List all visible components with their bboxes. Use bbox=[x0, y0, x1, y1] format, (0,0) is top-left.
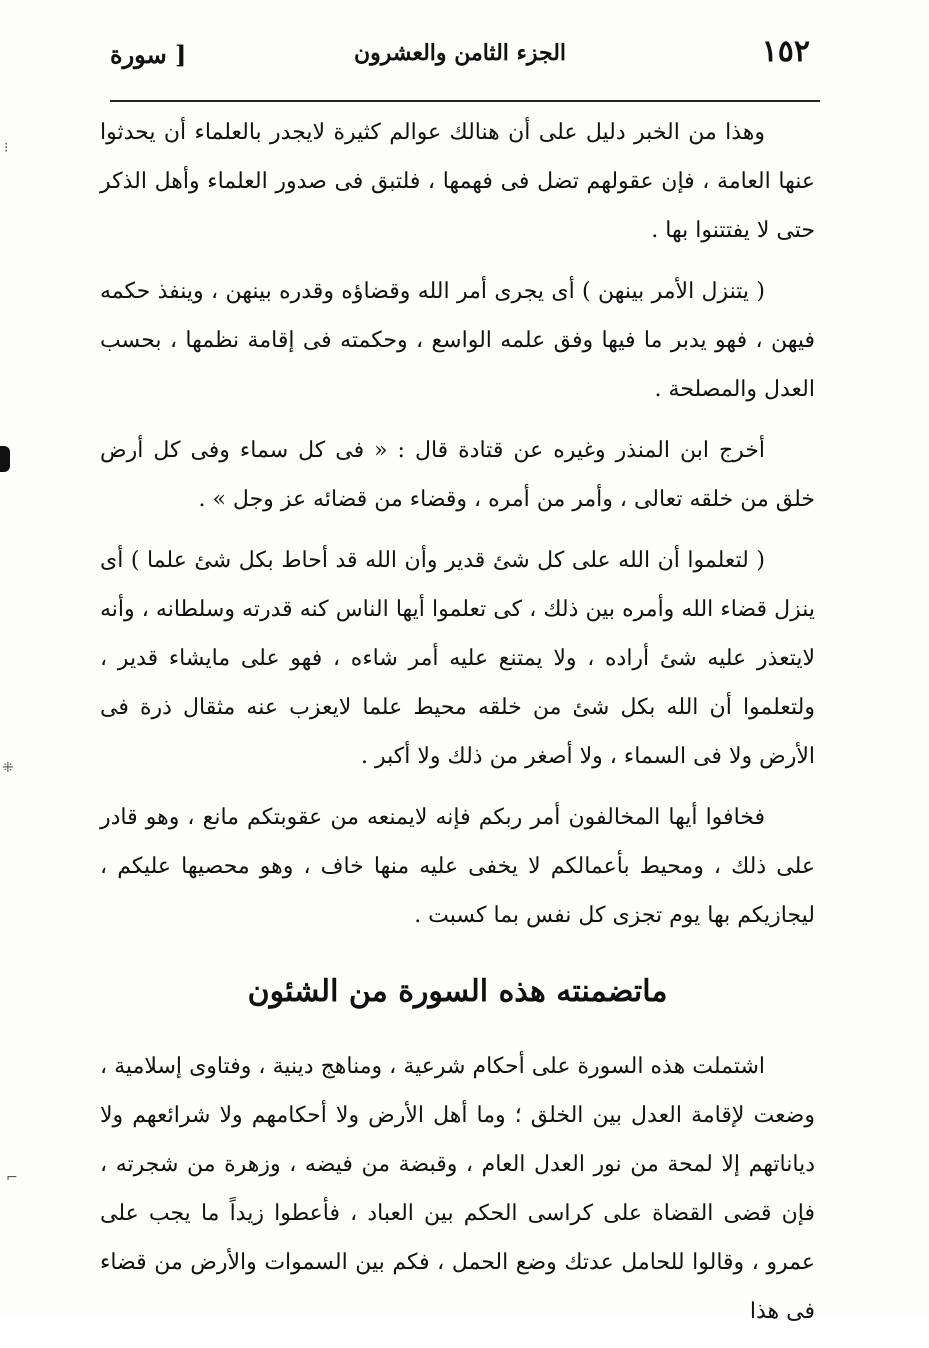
running-title: الجزء الثامن والعشرون bbox=[353, 40, 567, 66]
section-heading: ماتضمنته هذه السورة من الشئون bbox=[247, 974, 668, 1009]
paragraph: أخرج ابن المنذر وغيره عن قتادة قال : « فى كل سماء وفى كل أرض خلق من خلقه تعالى ، وأمر من أمره ، وقضاء من قضائه عز وجل » . bbox=[100, 438, 815, 512]
page-header bbox=[110, 30, 810, 90]
paragraph: وهذا من الخبر دليل على أن هنالك عوالم كثيرة لايجدر بالعلماء أن يحدثوا عنها العامة ، فإن عقولهم تضل فى فهمها ، فلتبق فى صدور العلماء وأهل الذكر حتى لا يفتتنوا بها . bbox=[100, 120, 815, 243]
page-body bbox=[100, 108, 815, 1348]
page-number: ١٥٢ bbox=[761, 34, 810, 69]
paragraph: ( يتنزل الأمر بينهن ) أى يجرى أمر الله وقضاؤه وقدره بينهن ، وينفذ حكمه فيهن ، فهو يدبر ما فيها وفق علمه الواسع ، وحكمته فى إقامة نظمها ، بحسب العدل والمصلحة . bbox=[100, 279, 815, 402]
paragraph: فخافوا أيها المخالفون أمر ربكم فإنه لايمنعه من عقوبتكم مانع ، وهو قادر على ذلك ، ومحيط بأعمالكم لا يخفى عليه منها خاف ، وهو محصيها عليكم ، ليجازيكم بها يوم تجزى كل نفس بما كسبت . bbox=[100, 805, 815, 928]
section-paragraph: اشتملت هذه السورة على أحكام شرعية ، ومناهج دينية ، وفتاوى إسلامية ، وضعت لإقامة العدل بين الخلق ؛ وما أهل الأرض ولا أحكامهم ولا شرائعهم ولا دياناتهم إلا لمحة من نور العدل العام ، وقبضة من فيضه ، وزهرة من شجرته ، فإن قضى القضاة على كراسى الحكم بين العباد ، فأعطوا زيداً ما يجب على عمرو ، وقالوا للحامل عدتك وضع الحمل ، فكم بين السموات والأرض من قضاء فى هذا bbox=[100, 1054, 815, 1324]
scan-ink-blot bbox=[0, 446, 10, 472]
surah-label: [ سورة bbox=[110, 40, 187, 69]
paragraph: ( لتعلموا أن الله على كل شئ قدير وأن الله قد أحاط بكل شئ علما ) أى ينزل قضاء الله وأمره بين ذلك ، كى تعلموا أيها الناس كنه قدرته وسلطانه ، وأنه لايتعذر عليه شئ أراده ، ولا يمتنع عليه أمر شاءه ، فهو على مايشاء قدير ، ولتعلموا أن الله بكل شئ من خلقه محيط علما لايعزب عنه مثقال ذرة فى الأرض ولا فى السماء ، ولا أصغر من ذلك ولا أكبر . bbox=[100, 548, 815, 769]
header-rule bbox=[110, 100, 820, 102]
scan-edge-mark: ⌐ bbox=[6, 1170, 18, 1186]
scan-edge-mark: ⁝ bbox=[4, 140, 9, 156]
scan-edge-mark: ⁜ bbox=[2, 760, 14, 776]
